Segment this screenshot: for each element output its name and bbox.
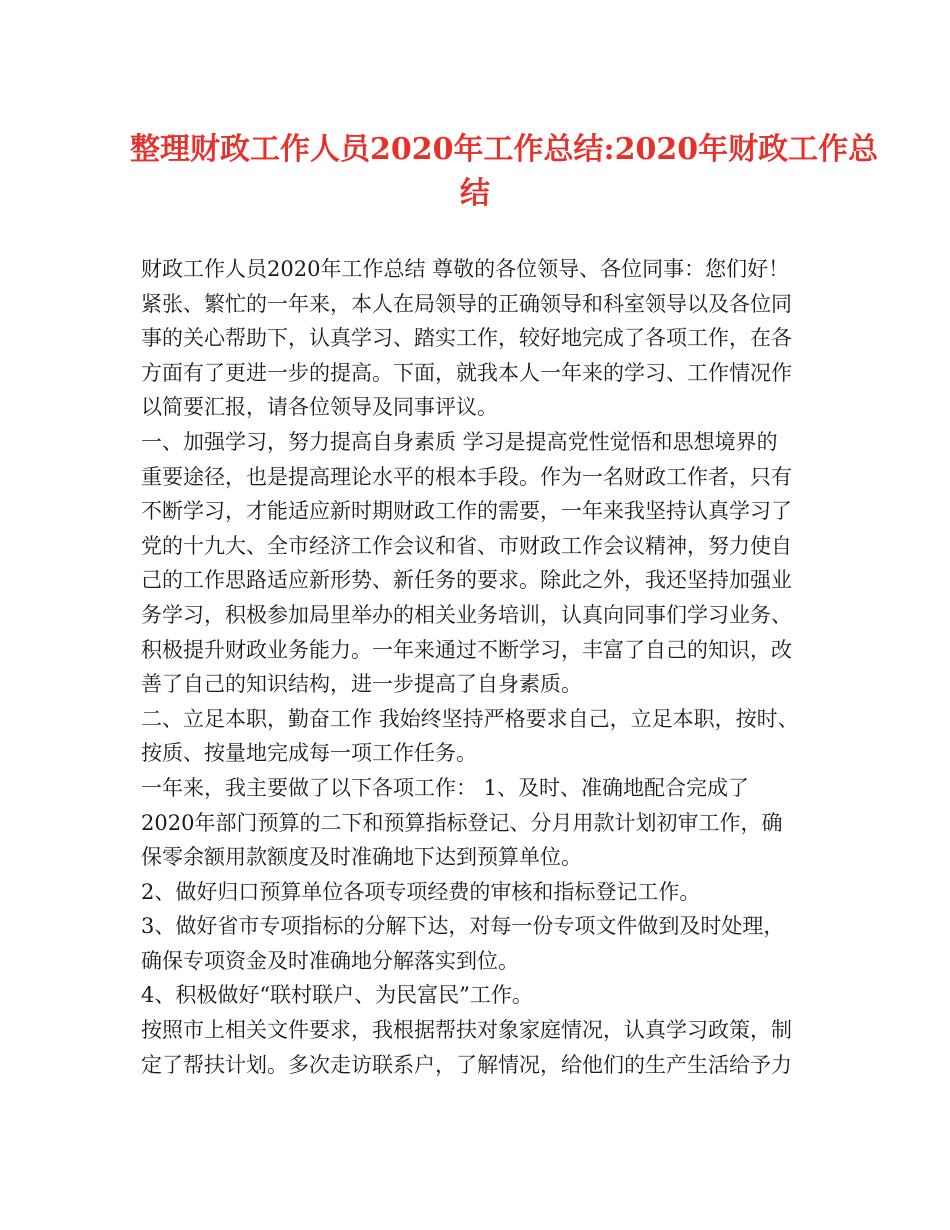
body-line: 按质、按量地完成每一项工作任务。 [141, 741, 477, 766]
body-line: 定了帮扶计划。多次走访联系户，了解情况，给他们的生产生活给予力 [141, 1052, 792, 1077]
body-line: 事的关心帮助下，认真学习、踏实工作，较好地完成了各项工作，在各 [141, 326, 792, 351]
body-line: 2、做好归口预算单位各项专项经费的审核和指标登记工作。 [141, 879, 701, 904]
body-line: 2020年部门预算的二下和预算指标登记、分月用款计划初审工作，确 [141, 810, 783, 835]
body-line: 重要途径，也是提高理论水平的根本手段。作为一名财政工作者，只有 [141, 464, 792, 489]
body-line: 紧张、繁忙的一年来，本人在局领导的正确领导和科室领导以及各位同 [141, 291, 792, 316]
document-body [141, 252, 831, 1082]
body-line: 二、立足本职，勤奋工作 我始终坚持严格要求自己，立足本职，按时、 [141, 706, 799, 731]
title-line: 结 [460, 176, 490, 211]
body-line: 方面有了更进一步的提高。下面，就我本人一年来的学习、工作情况作 [141, 360, 792, 385]
body-line: 一、加强学习，努力提高自身素质 学习是提高党性觉悟和思想境界的 [141, 429, 778, 454]
body-line: 一年来，我主要做了以下各项工作： 1、及时、准确地配合完成了 [141, 775, 750, 800]
body-line: 确保专项资金及时准确地分解落实到位。 [141, 948, 519, 973]
document-title [130, 128, 879, 216]
body-line: 积极提升财政业务能力。一年来通过不断学习，丰富了自己的知识，改 [141, 637, 792, 662]
body-line: 己的工作思路适应新形势、新任务的要求。除此之外，我还坚持加强业 [141, 568, 792, 593]
body-line: 党的十九大、全市经济工作会议和省、市财政工作会议精神，努力使自 [141, 533, 792, 558]
body-line: 财政工作人员2020年工作总结 尊敬的各位领导、各位同事：您们好！ [141, 257, 790, 281]
body-line: 保零余额用款额度及时准确地下达到预算单位。 [141, 845, 582, 870]
body-line: 4、积极做好“联村联户、为民富民”工作。 [141, 983, 533, 1008]
body-line: 不断学习，才能适应新时期财政工作的需要，一年来我坚持认真学习了 [141, 499, 792, 524]
body-line: 3、做好省市专项指标的分解下达，对每一份专项文件做到及时处理， [141, 914, 785, 939]
body-line: 按照市上相关文件要求，我根据帮扶对象家庭情况，认真学习政策，制 [141, 1018, 792, 1043]
body-line: 务学习，积极参加局里举办的相关业务培训，认真向同事们学习业务、 [141, 602, 792, 627]
body-line: 以简要汇报，请各位领导及同事评议。 [141, 395, 498, 420]
title-line: 整理财政工作人员2020年工作总结:2020年财政工作总 [130, 132, 879, 167]
body-line: 善了自己的知识结构，进一步提高了自身素质。 [141, 672, 582, 697]
